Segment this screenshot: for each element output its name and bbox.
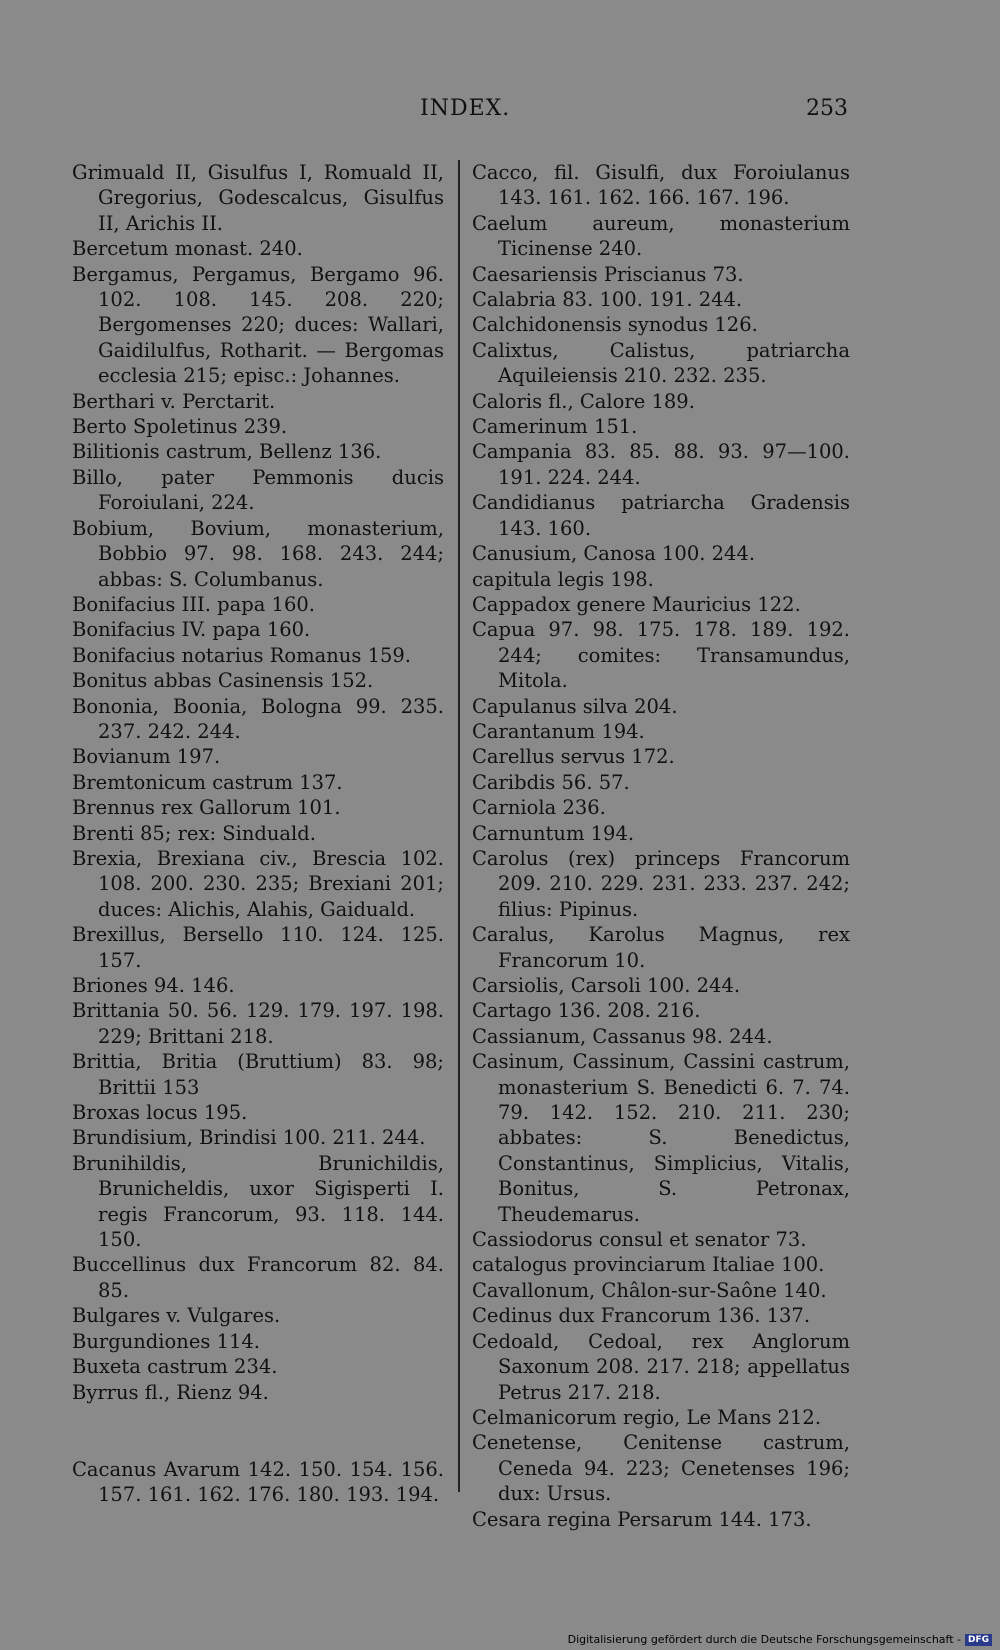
index-entry: capitula legis 198. — [472, 567, 654, 591]
index-entry: Carniola 236. — [472, 796, 606, 820]
index-entry: Brundisium, Brindisi 100. 211. 244. — [72, 1126, 426, 1150]
index-entry: Capua 97. 98. 175. 178. 189. 192. 244; comites: Transamundus, Mitola. — [472, 618, 850, 693]
page-header — [0, 96, 1000, 126]
index-entry: Bobium, Bovium, monasterium, Bobbio 97. 98. 168. 243. 244; abbas: S. Columbanus. — [72, 516, 444, 591]
index-entry: Bergamus, Pergamus, Bergamo 96. 102. 108. 145. 208. 220; Bergomenses 220; duces: Wallari, Gaidilulfus, Rotharit. — Bergomas ecclesia 215; episc.: Johannes. — [72, 262, 444, 388]
index-entry: Carnuntum 194. — [472, 821, 635, 845]
index-entry: Bonitus abbas Casinensis 152. — [72, 669, 374, 693]
index-entry: Carantanum 194. — [472, 719, 645, 743]
index-entry: Burgundiones 114. — [72, 1329, 260, 1353]
index-entry: Cappadox genere Mauricius 122. — [472, 592, 801, 616]
index-entry: Bercetum monast. 240. — [72, 237, 303, 261]
index-entry: Buccellinus dux Francorum 82. 84. 85. — [72, 1253, 444, 1302]
index-entry: Cavallonum, Châlon-sur-Saône 140. — [472, 1278, 827, 1302]
index-entry: Calixtus, Calistus, patriarcha Aquileiensis 210. 232. 235. — [472, 338, 850, 388]
index-entry: Caralus, Karolus Magnus, rex Francorum 10. — [472, 923, 850, 972]
index-entry: Brunihildis, Brunichildis, Brunicheldis, uxor Sigisperti I. regis Francorum, 93. 118. 144. 150. — [72, 1151, 444, 1252]
index-entry: Cartago 136. 208. 216. — [472, 999, 701, 1023]
index-entry: Celmanicorum regio, Le Mans 212. — [472, 1405, 822, 1429]
index-entry: Campania 83. 85. 88. 93. 97—100. 191. 224. 244. — [472, 440, 850, 489]
index-entry: Bonifacius IV. papa 160. — [72, 618, 311, 642]
index-entry: Caloris fl., Calore 189. — [472, 389, 695, 413]
index-entry: Cassianum, Cassanus 98. 244. — [472, 1024, 773, 1048]
index-column-left — [72, 160, 444, 1508]
index-entry: Berto Spoletinus 239. — [72, 415, 288, 439]
index-entry: Broxas locus 195. — [72, 1101, 248, 1125]
index-entry: Cacanus Avarum 142. 150. 154. 156. 157. 161. 162. 176. 180. 193. 194. — [72, 1457, 444, 1507]
index-entry: Casinum, Cassinum, Cassini castrum, monasterium S. Benedicti 6. 7. 74. 79. 142. 152. 210. 211. 230; abbates: S. Benedictus, Constantinus, Simplicius, Vitalis, Bonitus, S. Petronax, Theudemarus. — [472, 1050, 850, 1226]
index-entry: Billo, pater Pemmonis ducis Foroiulani, 224. — [72, 465, 444, 515]
letter-section-gap — [72, 1405, 444, 1457]
index-entry: Berthari v. Perctarit. — [72, 389, 276, 413]
index-entry: Brexia, Brexiana civ., Brescia 102. 108. 200. 230. 235; Brexiani 201; duces: Alichis, Alahis, Gaiduald. — [72, 846, 444, 921]
index-entry: Cedoald, Cedoal, rex Anglorum Saxonum 208. 217. 218; appellatus Petrus 217. 218. — [472, 1329, 850, 1404]
index-entry: Cacco, fil. Gisulfi, dux Foroiulanus 143. 161. 162. 166. 167. 196. — [472, 161, 850, 210]
index-entry: Caribdis 56. 57. — [472, 770, 630, 794]
index-entry: Cedinus dux Francorum 136. 137. — [472, 1304, 811, 1328]
index-column-right — [472, 160, 850, 1532]
page-number: 253 — [806, 96, 848, 121]
index-entry: Bulgares v. Vulgares. — [72, 1304, 281, 1328]
running-title: INDEX. — [420, 96, 511, 121]
index-entry: Caesariensis Priscianus 73. — [472, 262, 744, 286]
index-entry: Cenetense, Cenitense castrum, Ceneda 94. 223; Cenetenses 196; dux: Ursus. — [472, 1431, 850, 1506]
index-entry: Brittia, Britia (Bruttium) 83. 98; Brittii 153 — [72, 1050, 444, 1099]
index-entry: Bremtonicum castrum 137. — [72, 770, 343, 794]
index-entry: Bononia, Boonia, Bologna 99. 235. 237. 242. 244. — [72, 694, 444, 743]
column-divider — [458, 160, 460, 1492]
index-entry: Candidianus patriarcha Gradensis 143. 160. — [472, 491, 850, 540]
index-entry: Capulanus silva 204. — [472, 694, 678, 718]
index-entry: catalogus provinciarum Italiae 100. — [472, 1253, 825, 1277]
index-entry: Brennus rex Gallorum 101. — [72, 796, 341, 820]
index-entry: Buxeta castrum 234. — [72, 1355, 278, 1379]
index-entry: Bilitionis castrum, Bellenz 136. — [72, 440, 382, 464]
index-entry: Canusium, Canosa 100. 244. — [472, 542, 756, 566]
index-entry: Brexillus, Bersello 110. 124. 125. 157. — [72, 923, 444, 972]
index-entry: Bonifacius III. papa 160. — [72, 592, 315, 616]
index-entry: Camerinum 151. — [472, 415, 638, 439]
index-entry: Grimuald II, Gisulfus I, Romuald II, Gregorius, Godescalcus, Gisulfus II, Arichis II. — [72, 161, 444, 235]
index-entry: Carolus (rex) princeps Francorum 209. 210. 229. 231. 233. 237. 242; filius: Pipinus. — [472, 846, 850, 921]
dfg-logo: DFG — [965, 1634, 992, 1646]
index-entry: Carsiolis, Carsoli 100. 244. — [472, 974, 741, 997]
index-entry: Brenti 85; rex: Sinduald. — [72, 821, 316, 845]
index-entry: Byrrus fl., Rienz 94. — [72, 1380, 269, 1404]
index-entry: Brittania 50. 56. 129. 179. 197. 198. 229; Brittani 218. — [72, 999, 444, 1048]
index-entry: Calabria 83. 100. 191. 244. — [472, 288, 743, 312]
index-entry: Bonifacius notarius Romanus 159. — [72, 643, 411, 667]
digitization-credit — [568, 1633, 992, 1646]
index-entry: Caelum aureum, monasterium Ticinense 240. — [472, 211, 850, 261]
index-entry: Cassiodorus consul et senator 73. — [472, 1228, 807, 1252]
index-entry: Briones 94. 146. — [72, 974, 235, 997]
index-entry: Cesara regina Persarum 144. 173. — [472, 1507, 812, 1531]
credit-text: Digitalisierung gefördert durch die Deutsche Forschungsgemeinschaft - — [567, 1633, 961, 1646]
index-entry: Carellus servus 172. — [472, 745, 675, 769]
index-entry: Bovianum 197. — [72, 745, 221, 769]
index-entry: Calchidonensis synodus 126. — [472, 313, 758, 337]
